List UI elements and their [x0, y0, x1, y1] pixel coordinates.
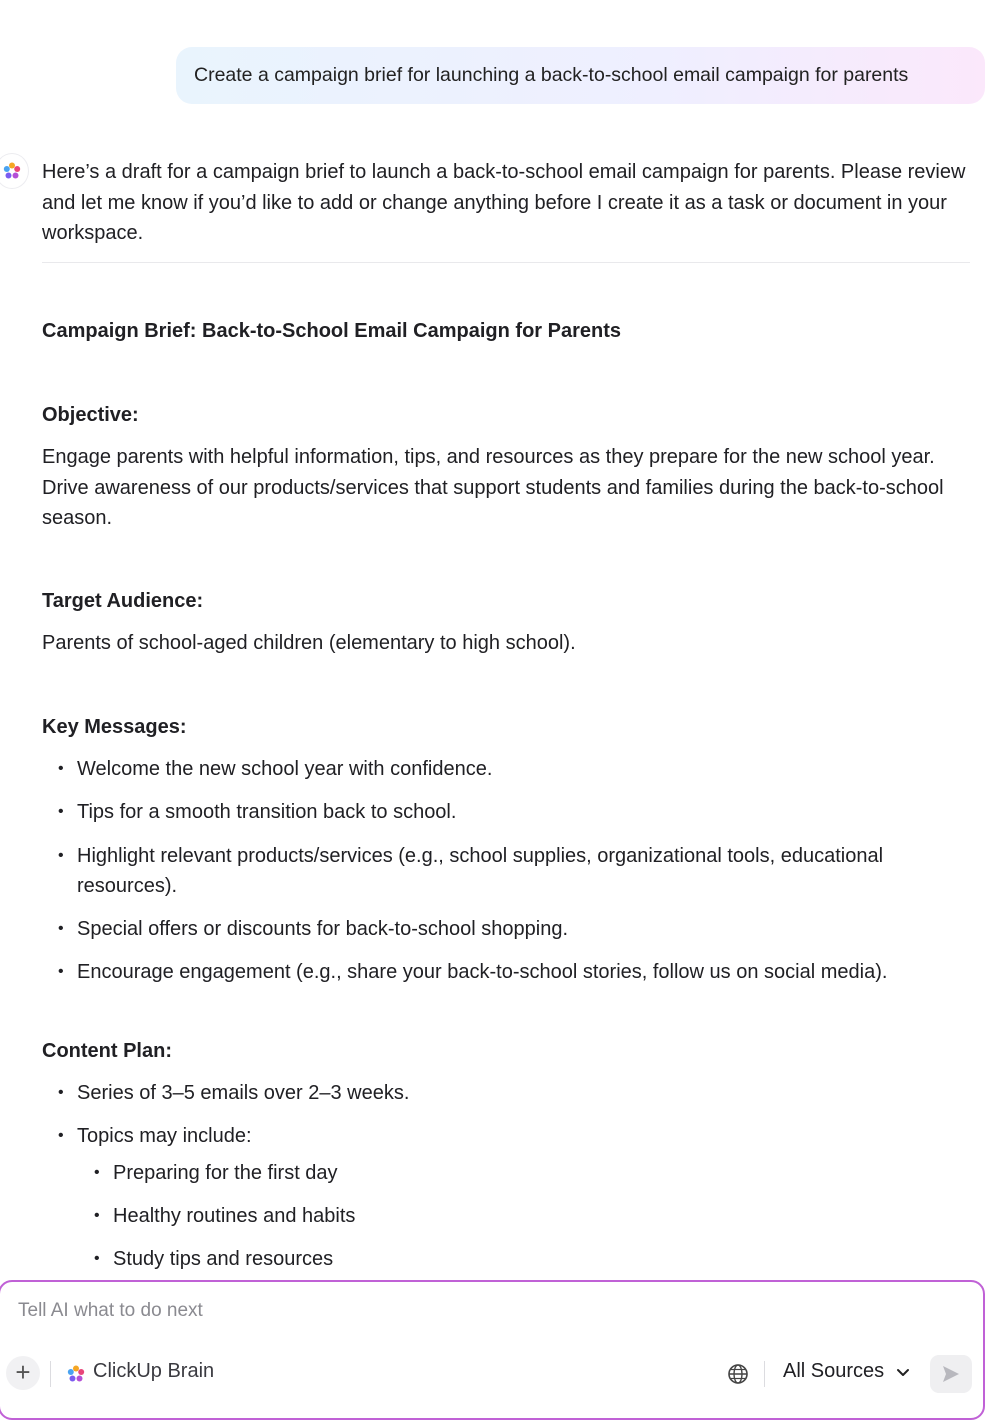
list-item: • Welcome the new school year with confidence.: [77, 754, 492, 784]
plus-icon: +: [15, 1357, 31, 1387]
list-item: • Topics may include:: [77, 1121, 252, 1151]
chevron-down-icon[interactable]: [896, 1368, 910, 1378]
list-item: • Highlight relevant products/services (e.g., school supplies, organizational tools, educational resources).: [77, 841, 957, 901]
audience-text: Parents of school-aged children (elementary to high school).: [42, 632, 576, 654]
bullet-icon: •: [58, 963, 64, 980]
bullet-icon: •: [58, 847, 64, 864]
bullet-icon: •: [58, 920, 64, 937]
list-item: • Tips for a smooth transition back to school.: [77, 797, 456, 827]
user-message: Create a campaign brief for launching a back-to-school email campaign for parents: [176, 47, 985, 104]
bullet-icon: •: [58, 760, 64, 777]
bullet-icon: •: [94, 1250, 100, 1267]
ai-intro-text: Here’s a draft for a campaign brief to launch a back-to-school email campaign for parents. Please review and let me know if you’d like to add or change anything before I create it as a task or document in your workspace.: [42, 161, 966, 244]
send-button[interactable]: [930, 1355, 972, 1393]
clickup-brain-avatar-icon: [0, 154, 28, 188]
bullet-icon: •: [94, 1164, 100, 1181]
sub-list-item: • Study tips and resources: [113, 1244, 333, 1274]
list-item: • Special offers or discounts for back-to-school shopping.: [77, 914, 568, 944]
bullet-icon: •: [58, 1084, 64, 1101]
bullet-icon: •: [94, 1207, 100, 1224]
send-icon: [941, 1364, 961, 1384]
objective-heading: Objective:: [42, 404, 139, 426]
key-messages-heading: Key Messages:: [42, 716, 187, 738]
list-item: • Encourage engagement (e.g., share your back-to-school stories, follow us on social media).: [77, 957, 887, 987]
sources-dropdown[interactable]: All Sources: [783, 1360, 885, 1382]
divider: [50, 1361, 51, 1387]
objective-text: Engage parents with helpful information, tips, and resources as they prepare for the new school year. Drive awareness of our products/services that support students and families during the back-to-school season.: [42, 446, 944, 529]
content-plan-heading: Content Plan:: [42, 1040, 172, 1062]
list-item: • Series of 3–5 emails over 2–3 weeks.: [77, 1078, 409, 1108]
sub-list-item: • Healthy routines and habits: [113, 1201, 355, 1231]
bullet-icon: •: [58, 803, 64, 820]
sub-list-item: • Preparing for the first day: [113, 1158, 338, 1188]
model-selector[interactable]: ClickUp Brain: [93, 1360, 215, 1382]
globe-icon[interactable]: [727, 1363, 749, 1385]
divider: [764, 1361, 765, 1387]
bullet-icon: •: [58, 1127, 64, 1144]
prompt-input[interactable]: Tell AI what to do next: [18, 1300, 203, 1321]
divider: [42, 262, 970, 263]
audience-heading: Target Audience:: [42, 590, 204, 612]
brief-title: Campaign Brief: Back-to-School Email Campaign for Parents: [42, 320, 621, 342]
add-attachment-button[interactable]: [6, 1356, 40, 1390]
clickup-brain-icon: [67, 1365, 85, 1383]
